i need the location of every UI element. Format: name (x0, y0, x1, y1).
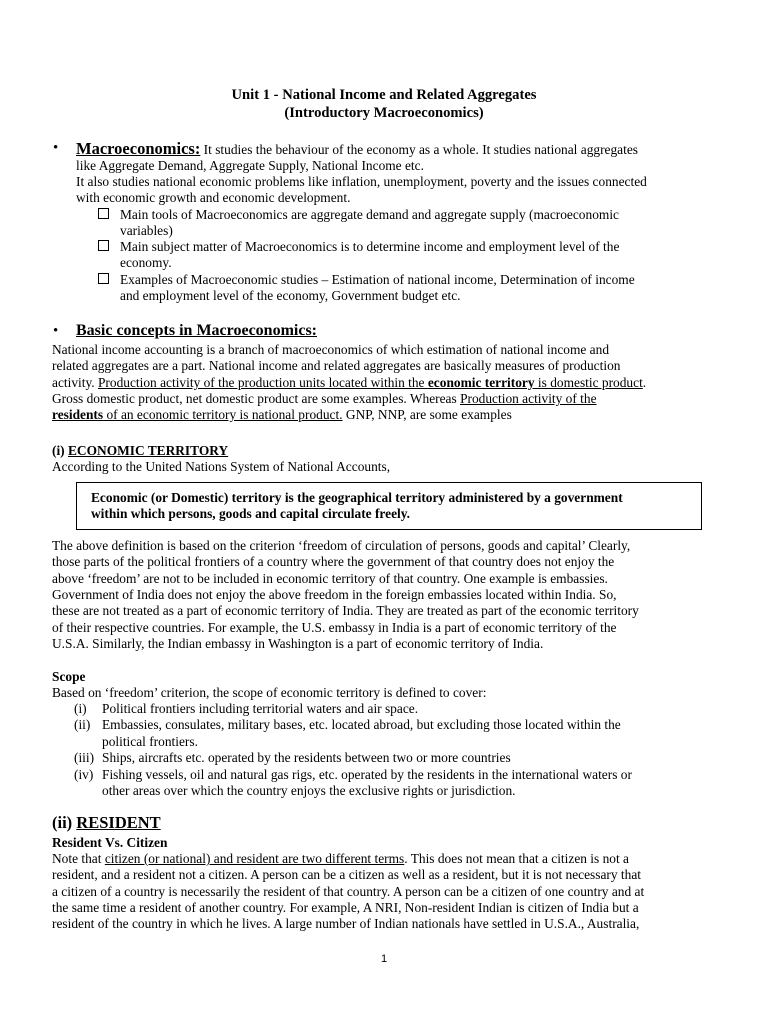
territory-para-line1: The above definition is based on the criterion ‘freedom of circulation of persons, goods and capital’ Clearly, (52, 538, 631, 553)
definition-box (76, 482, 702, 530)
definition-line1: Economic (or Domestic) territory is the geographical territory administered by a government (91, 490, 623, 505)
bullet-icon: • (53, 140, 59, 156)
definition-line2: within which persons, goods and capital circulate freely. (91, 506, 411, 522)
macro-point-2: Main subject matter of Macroeconomics is to determine income and employment level of the economy. (98, 239, 698, 272)
macro-intro-line4: with economic growth and economic development. (76, 190, 351, 205)
list-item: (ii) Embassies, consulates, military bases, etc. located abroad, but excluding those located within the political frontiers. (74, 717, 621, 749)
territory-para-line4: Government of India does not enjoy the above freedom in the foreign embassies located within India. So, (52, 587, 617, 602)
resident-para-line4: the same time a resident of another country. For example, A NRI, Non-resident Indian is citizen of India but a (52, 900, 639, 915)
list-item: (iv) Fishing vessels, oil and natural gas rigs, etc. operated by the residents in the international waters or other areas over which the country enjoys the exclusive rights or jurisdiction. (74, 766, 632, 799)
basic-para-line3: activity. Production activity of the production units located within the economic territory is domestic product. (52, 375, 647, 390)
basic-para-line1: National income accounting is a branch of macroeconomics of which estimation of national income and (52, 342, 610, 357)
macro-intro-line3: It also studies national economic problems like inflation, unemployment, poverty and the issues connected (76, 174, 647, 189)
macro-point-1: Main tools of Macroeconomics are aggregate demand and aggregate supply (macroeconomic variables) (98, 207, 698, 240)
territory-para-line6: of their respective countries. For example, the U.S. embassy in India is a part of economic territory of the (52, 620, 617, 635)
document-title: Unit 1 - National Income and Related Aggregates (231, 87, 537, 103)
list-item: (iii) Ships, aircrafts etc. operated by the residents between two or more countries (74, 750, 511, 766)
resident-subheading: Resident Vs. Citizen (52, 835, 168, 850)
resident-para-line1: Note that citizen (or national) and resident are two different terms. This does not mean that a citizen is not a (52, 851, 629, 866)
territory-para-line7: U.S.A. Similarly, the Indian embassy in Washington is a part of economic territory of India. (52, 636, 544, 651)
scope-intro: Based on ‘freedom’ criterion, the scope of economic territory is defined to cover: (52, 685, 487, 700)
macro-point-3: Examples of Macroeconomic studies – Estimation of national income, Determination of income and employment level of the economy, Government budget etc. (98, 272, 698, 305)
checkbox-square-icon (98, 273, 109, 284)
macro-heading: Macroeconomics: (76, 139, 201, 158)
page-number: 1 (380, 953, 388, 965)
macro-intro-line2: like Aggregate Demand, Aggregate Supply, National Income etc. (76, 158, 424, 173)
macro-intro-line1: Macroeconomics: It studies the behaviour of the economy as a whole. It studies national aggregates (76, 139, 639, 158)
checkbox-square-icon (98, 208, 109, 219)
basic-para-line4: Gross domestic product, net domestic product are some examples. Whereas Production activity of the (52, 391, 597, 406)
territory-heading: (i) ECONOMIC TERRITORY (52, 443, 229, 458)
territory-para-line5: these are not treated as a part of economic territory of India. They are treated as part of the economic territory (52, 603, 639, 618)
basic-heading: Basic concepts in Macroeconomics: (76, 322, 317, 339)
document-subtitle: (Introductory Macroeconomics) (284, 105, 484, 121)
checkbox-square-icon (98, 240, 109, 251)
basic-para-line2: related aggregates are a part. National income and related aggregates are basically measures of production (52, 358, 621, 373)
resident-heading: (ii) RESIDENT (52, 813, 161, 832)
basic-para-line5: residents of an economic territory is national product. GNP, NNP, are some examples (52, 407, 512, 422)
resident-para-line5: resident of the country in which he lives. A large number of Indian nationals have settled in U.S.A., Australia, (52, 916, 640, 931)
scope-heading: Scope (52, 669, 86, 684)
scope-list (74, 701, 714, 799)
territory-intro: According to the United Nations System of National Accounts, (52, 459, 391, 474)
list-item: (i) Political frontiers including territorial waters and air space. (74, 701, 419, 716)
bullet-icon: • (53, 323, 59, 339)
territory-para-line3: above ‘freedom’ are not to be included in economic territory of that country. One example is embassies. (52, 571, 608, 586)
resident-para-line3: a citizen of a country is necessarily the resident of that country. A person can be a citizen of one country and at (52, 884, 645, 899)
resident-para-line2: resident, and a resident not a citizen. A person can be a citizen as well as a resident, but it is not necessary that (52, 867, 641, 882)
territory-para-line2: those parts of the political frontiers of a country where the government of that country does not enjoy the (52, 554, 615, 569)
